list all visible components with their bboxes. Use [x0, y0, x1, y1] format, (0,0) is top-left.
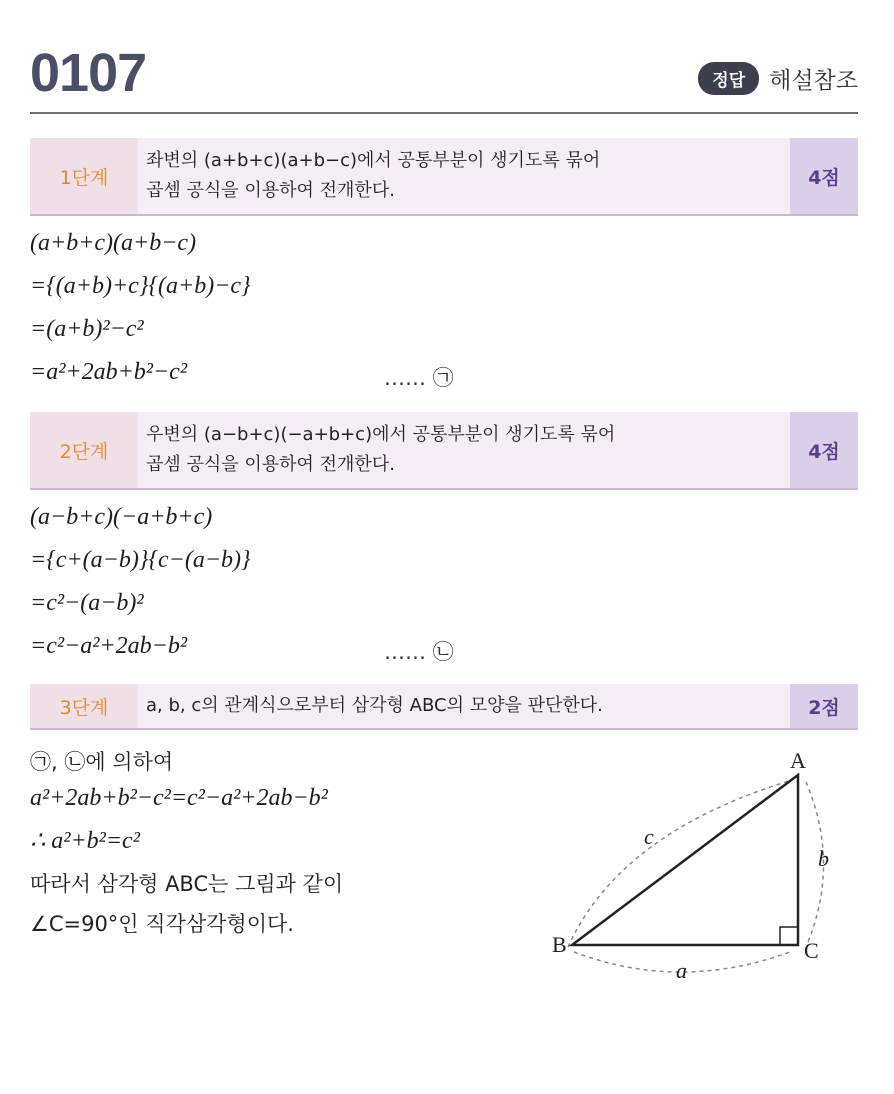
answer-badge: 정답	[698, 62, 759, 95]
side-a-label: a	[676, 958, 687, 983]
step-1-description-line-2: 곱셈 공식을 이용하여 전개한다.	[146, 180, 395, 201]
step-2-banner	[30, 412, 858, 490]
step-2-description	[146, 412, 778, 488]
right-angle-mark	[780, 927, 798, 945]
step-2-math-line-2: ={c+(a−b)}{c−(a−b)}	[30, 547, 251, 573]
step-1-math-line-2: ={(a+b)+c}{(a+b)−c}	[30, 273, 251, 299]
step-2-marker: …… ㉡	[384, 640, 454, 664]
step-1-math-line-3: =(a+b)²−c²	[30, 316, 144, 342]
conclusion-line-3: ∴ a²+b²=c²	[30, 828, 140, 854]
answer-reference	[698, 62, 858, 95]
side-b-label: b	[818, 846, 829, 871]
conclusion-line-4: 따라서 삼각형 ABC는 그림과 같이	[30, 872, 344, 896]
step-2-description-line-2: 곱셈 공식을 이용하여 전개한다.	[146, 454, 395, 475]
step-2-math-line-3: =c²−(a−b)²	[30, 590, 144, 616]
step-1-banner	[30, 138, 858, 216]
step-2-points: 4점	[790, 412, 858, 488]
step-1-marker: …… ㉠	[384, 366, 454, 390]
vertex-c-label: C	[804, 938, 819, 963]
conclusion-line-2: a²+2ab+b²−c²=c²−a²+2ab−b²	[30, 785, 328, 811]
step-1-math-line-4: =a²+2ab+b²−c²	[30, 359, 188, 385]
right-triangle-figure	[540, 742, 850, 992]
step-1-description-line-1: 좌변의 (a+b+c)(a+b−c)에서 공통부분이 생기도록 묶어	[146, 150, 601, 171]
vertex-b-label: B	[552, 932, 567, 957]
step-3-description-line-1: a, b, c의 관계식으로부터 삼각형 ABC의 모양을 판단한다.	[146, 695, 603, 716]
side-c-label: c	[644, 824, 654, 849]
conclusion-line-1: ㉠, ㉡에 의하여	[30, 750, 174, 774]
vertex-a-label: A	[790, 748, 806, 773]
step-1-points: 4점	[790, 138, 858, 214]
step-1-description	[146, 138, 778, 214]
step-3-banner	[30, 684, 858, 730]
step-1-math-line-1: (a+b+c)(a+b−c)	[30, 230, 197, 256]
step-2-math-line-4: =c²−a²+2ab−b²	[30, 633, 188, 659]
step-2-math-line-1: (a−b+c)(−a+b+c)	[30, 504, 213, 530]
step-2-label: 2단계	[30, 412, 138, 488]
header-divider	[30, 112, 858, 114]
step-3-description	[146, 684, 778, 728]
step-2-description-line-1: 우변의 (a−b+c)(−a+b+c)에서 공통부분이 생기도록 묶어	[146, 424, 616, 445]
step-3-label: 3단계	[30, 684, 138, 728]
answer-text: 해설참조	[769, 68, 858, 94]
step-1-label: 1단계	[30, 138, 138, 214]
problem-number: 0107	[30, 43, 147, 103]
step-3-points: 2점	[790, 684, 858, 728]
triangle-abc	[572, 775, 798, 945]
conclusion-line-5: ∠C=90°인 직각삼각형이다.	[30, 912, 294, 936]
